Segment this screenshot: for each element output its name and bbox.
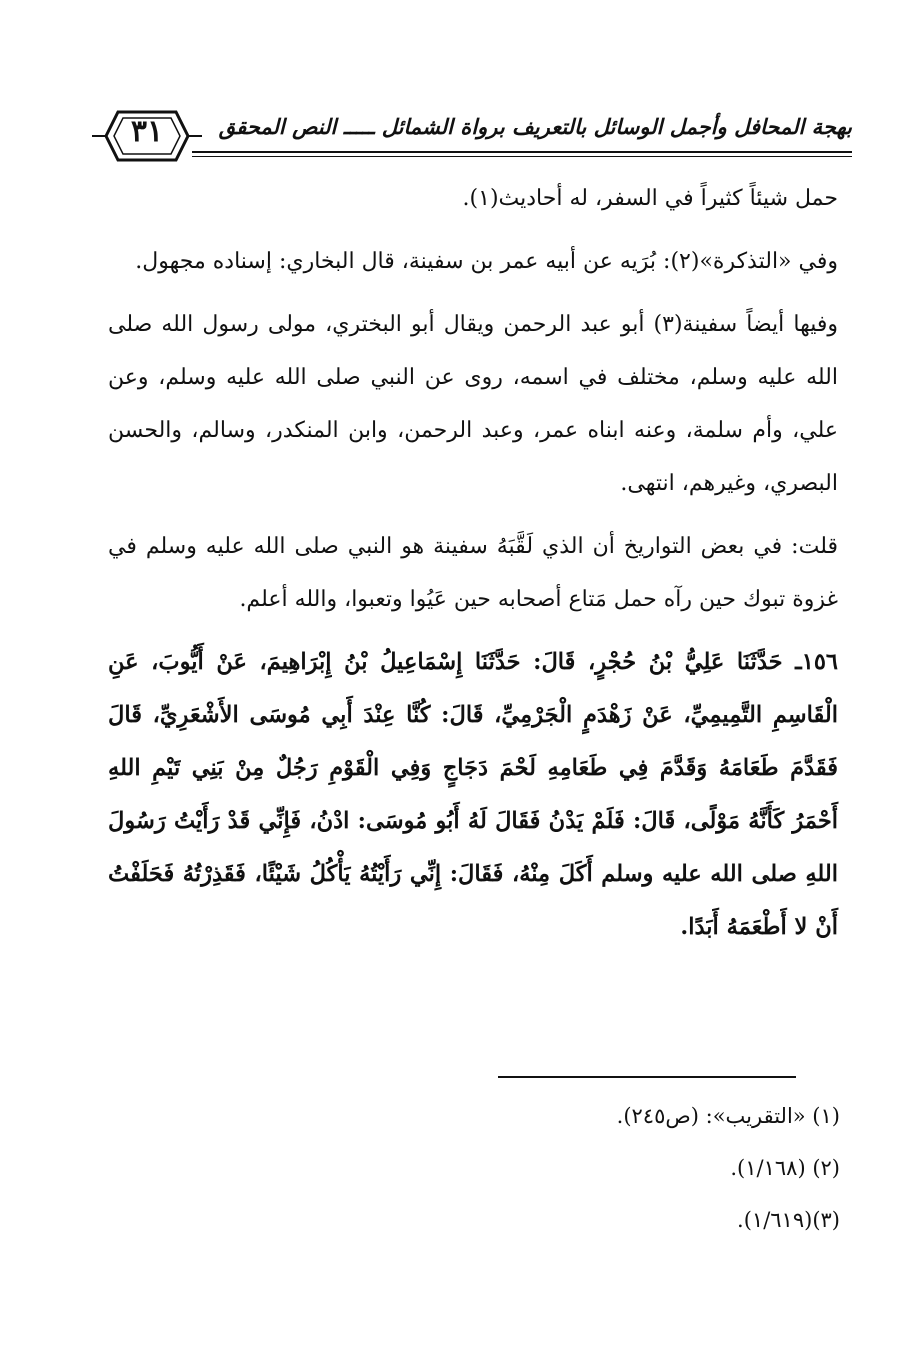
header-title: بهجة المحافل وأجمل الوسائل بالتعريف برواة الشمائل ـــــ النص المحقق: [218, 114, 852, 139]
footnote-3: (٣)(١/٦١٩).: [737, 1208, 840, 1232]
header-rule-thin: [192, 156, 852, 157]
hadith-156: ١٥٦ـ حَدَّثَنَا عَلِيُّ بْنُ حُجْرٍ، قَالَ: حَدَّثَنَا إِسْمَاعِيلُ بْنُ إِبْرَاهِيمَ، عَنْ أَيُّوبَ، عَنِ الْقَاسِمِ التَّمِيمِيِّ، عَنْ زَهْدَمٍ الْجَرْمِيِّ، قَالَ: كُنَّا عِنْدَ أَبِي مُوسَى الأَشْعَرِيِّ، قَالَ فَقَدَّمَ طَعَامَهُ وَقَدَّمَ فِي طَعَامِهِ لَحْمَ دَجَاجٍ وَفِي الْقَوْمِ رَجُلٌ مِنْ بَنِي تَيْمِ اللهِ أَحْمَرُ كَأَنَّهُ مَوْلًى، قَالَ: فَلَمْ يَدْنُ فَقَالَ لَهُ أَبُو مُوسَى: ادْنُ، فَإِنِّي قَدْ رَأَيْتُ رَسُولَ اللهِ صلى الله عليه وسلم أَكَلَ مِنْهُ، فَقَالَ: إِنِّي رَأَيْتُهُ يَأْكُلُ شَيْئًا، فَقَذِرْتُهُ فَحَلَفْتُ أَنْ لا أَطْعَمَهُ أَبَدًا.: [108, 649, 838, 940]
page-number: ٣١: [130, 114, 164, 149]
header-rule: [192, 151, 852, 153]
paragraph-4: قلت: في بعض التواريخ أن الذي لَقَّبَهُ سفينة هو النبي صلى الله عليه وسلم في غزوة تبوك حين رآه حمل مَتاع أصحابه حين عَيُوا وتعبوا، والله أعلم.: [108, 534, 838, 612]
running-header: [92, 96, 852, 178]
paragraph-3: وفيها أيضاً سفينة(٣) أبو عبد الرحمن ويقال أبو البختري، مولى رسول الله صلى الله عليه وسلم، مختلف في اسمه، روى عن النبي صلى الله عليه وسلم، وعن علي، وأم سلمة، وعنه ابناه عمر، وعبد الرحمن، وابن المنكدر، وسالم، والحسن البصري، وغيرهم، انتهى.: [108, 312, 839, 496]
footnote-2: (٢) (١/١٦٨).: [730, 1156, 840, 1180]
footnote-1: (١) «التقريب»: (ص٢٤٥).: [616, 1104, 840, 1128]
main-text: [108, 172, 838, 964]
footnotes: [300, 1090, 840, 1246]
paragraph-2: وفي «التذكرة»(٢): بُرَيه عن أبيه عمر بن سفينة، قال البخاري: إسناده مجهول.: [135, 249, 838, 274]
paragraph-1: حمل شيئاً كثيراً في السفر، له أحاديث(١).: [462, 186, 838, 211]
footnote-separator: [498, 1076, 796, 1078]
